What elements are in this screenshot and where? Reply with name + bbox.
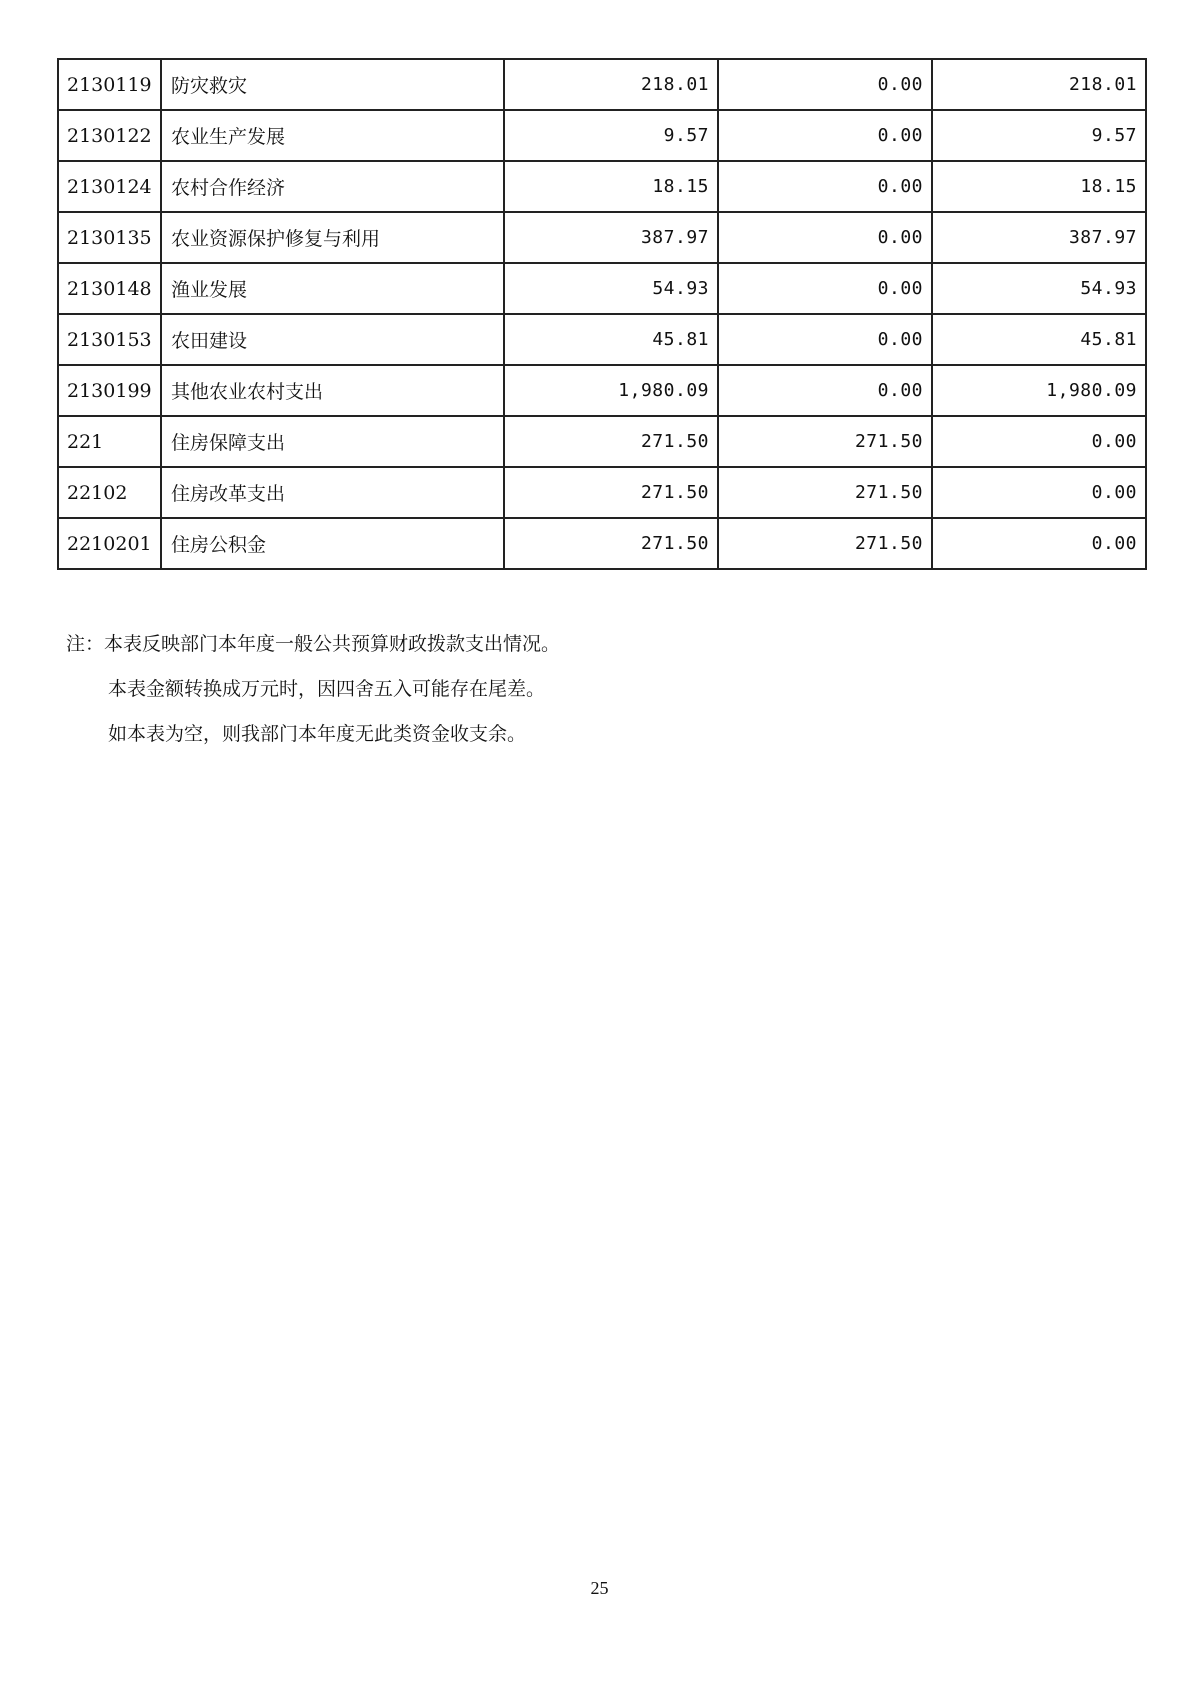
table-row [58,263,1146,314]
table-row [58,467,1146,518]
table-row [58,518,1146,569]
row-name-cell: 农村合作经济 [161,161,504,212]
row-total-cell: 271.50 [504,467,718,518]
page-number: 25 [590,1578,609,1598]
table-row [58,314,1146,365]
row-name-cell: 住房公积金 [161,518,504,569]
row-name-cell: 农田建设 [161,314,504,365]
row-basic-cell: 0.00 [718,263,932,314]
row-total-cell: 18.15 [504,161,718,212]
row-basic-cell: 0.00 [718,161,932,212]
table-notes [66,622,560,757]
row-name-cell: 住房改革支出 [161,467,504,518]
row-total-cell: 54.93 [504,263,718,314]
row-project-cell: 18.15 [932,161,1146,212]
row-code-cell: 2210201 [58,518,161,569]
row-project-cell: 0.00 [932,416,1146,467]
row-project-cell: 1,980.09 [932,365,1146,416]
table-row [58,110,1146,161]
row-total-cell: 9.57 [504,110,718,161]
row-code-cell: 2130124 [58,161,161,212]
table-row [58,161,1146,212]
table-row [58,365,1146,416]
row-code-cell: 221 [58,416,161,467]
table-body [58,59,1146,569]
table-row [58,416,1146,467]
row-name-cell: 其他农业农村支出 [161,365,504,416]
row-project-cell: 387.97 [932,212,1146,263]
row-total-cell: 45.81 [504,314,718,365]
row-code-cell: 2130135 [58,212,161,263]
row-code-cell: 2130199 [58,365,161,416]
row-basic-cell: 271.50 [718,518,932,569]
row-code-cell: 22102 [58,467,161,518]
row-project-cell: 9.57 [932,110,1146,161]
row-basic-cell: 0.00 [718,110,932,161]
table-row [58,212,1146,263]
row-basic-cell: 271.50 [718,467,932,518]
note-line-rounding: 本表金额转换成万元时，因四舍五入可能存在尾差。 [108,678,546,700]
row-total-cell: 218.01 [504,59,718,110]
row-code-cell: 2130148 [58,263,161,314]
row-code-cell: 2130153 [58,314,161,365]
note-line-scope: 注：本表反映部门本年度一般公共预算财政拨款支出情况。 [66,633,561,655]
row-basic-cell: 0.00 [718,314,932,365]
table-row [58,59,1146,110]
row-total-cell: 271.50 [504,416,718,467]
row-code-cell: 2130122 [58,110,161,161]
row-project-cell: 0.00 [932,518,1146,569]
row-total-cell: 387.97 [504,212,718,263]
row-basic-cell: 0.00 [718,212,932,263]
row-name-cell: 渔业发展 [161,263,504,314]
row-project-cell: 218.01 [932,59,1146,110]
row-total-cell: 1,980.09 [504,365,718,416]
row-code-cell: 2130119 [58,59,161,110]
row-basic-cell: 0.00 [718,365,932,416]
row-name-cell: 农业生产发展 [161,110,504,161]
row-project-cell: 0.00 [932,467,1146,518]
note-line-empty: 如本表为空，则我部门本年度无此类资金收支余。 [108,723,527,745]
row-name-cell: 农业资源保护修复与利用 [161,212,504,263]
row-project-cell: 54.93 [932,263,1146,314]
row-basic-cell: 271.50 [718,416,932,467]
row-total-cell: 271.50 [504,518,718,569]
budget-expenditure-table [57,58,1147,570]
row-name-cell: 住房保障支出 [161,416,504,467]
row-project-cell: 45.81 [932,314,1146,365]
row-name-cell: 防灾救灾 [161,59,504,110]
row-basic-cell: 0.00 [718,59,932,110]
